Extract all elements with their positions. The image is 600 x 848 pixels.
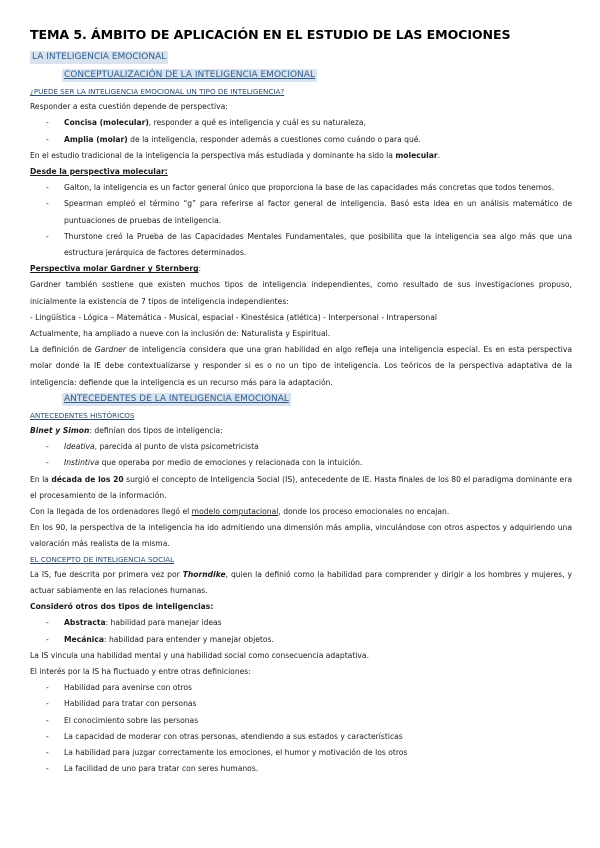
list-item: - La facilidad de uno para tratar con seres humanos. (46, 764, 259, 774)
list-text: Galton, la inteligencia es un factor general único que proporciona la base de las capacidades más concretas que todos tenemos. (64, 183, 555, 193)
paragraph (30, 148, 572, 164)
list-item: - La capacidad de moderar con otras personas, atendiendo a sus estados y características (46, 731, 403, 741)
text: La IS, fue descrita por primera vez por (30, 569, 183, 579)
list-text: La habilidad para juzgar correctamente los emociones, el humor y motivación de los otros (64, 747, 408, 757)
list-text: Habilidad para tratar con personas (64, 699, 197, 709)
italic-text: Gardner (94, 345, 126, 355)
paragraph: El interés por la IS ha fluctuado y entre otras definiciones: (30, 666, 251, 676)
text: La definición de (30, 345, 95, 355)
heading-text: Perspectiva molar Gardner y Sternberg (30, 264, 199, 274)
list-item: - Instintiva que operaba por medio de emociones y relacionada con la intuición. (46, 458, 363, 468)
paragraph (30, 599, 572, 615)
list-text: , parecida al punto de vista psicometricista (94, 442, 259, 452)
types-list (30, 615, 572, 647)
bold-text: Consideró otros dos tipos de inteligencias: (30, 602, 214, 612)
list-text: Habilidad para avenirse con otros (64, 683, 193, 693)
list-item: - La habilidad para juzgar correctamente los emociones, el humor y motivación de los otros (46, 747, 408, 757)
term-bold: Abstracta (64, 618, 106, 628)
concept-heading: EL CONCEPTO DE INTELIGENCIA SOCIAL (30, 554, 175, 564)
list-item: - Ideativa, parecida al punto de vista psicometricista (46, 442, 259, 452)
term-bold: Mecánica (64, 634, 104, 644)
term-bold: molecular (395, 150, 438, 160)
subsection-heading-antecedentes: ANTECEDENTES DE LA INTELIGENCIA EMOCIONAL (64, 393, 289, 404)
text: de inteligencia considera que una gran habilidad en algo refleja una inteligencia especial. Es en esta perspectiva molar donde la IE debe contextualizarse y responder si es o no un tipo de inteligencia. Los teóricos de la perspectiva adaptativa de la inteligencia: defiende que la inteligencia es un recurso más para la adaptación. (30, 345, 573, 387)
subsection-heading-conceptualizacion: CONCEPTUALIZACIÓN DE LA INTELIGENCIA EMOCIONAL (64, 70, 315, 80)
underlined-text: modelo computacional (191, 507, 279, 517)
italic-text: Instintiva (64, 458, 100, 468)
list-item: - Thurstone creó la Prueba de las Capacidades Mentales Fundamentales, que posibilita que la inteligencia sea algo más que una estructura jerárquica de factores determinados. (46, 231, 572, 258)
list-item: - Habilidad para avenirse con otros (46, 683, 193, 693)
term-bold: Concisa (molecular) (64, 118, 149, 128)
paragraph: Actualmente, ha ampliado a nueve con la inclusión de: Naturalista y Espiritual. (30, 329, 331, 339)
text: : definían dos tipos de inteligencia: (89, 426, 223, 436)
text: , donde los proceso emocionales no encajan. (278, 507, 450, 517)
term-bold: Amplia (molar) (64, 134, 128, 144)
heading-text: Desde la perspectiva molecular: (30, 167, 168, 177)
paragraph (30, 342, 572, 391)
list-item: - Mecánica: habilidad para entender y manejar objetos. (46, 634, 274, 644)
list-text: Spearman empleó el término “g” para referirse al factor general de inteligencia. Basó esta idea en un análisis matemático de puntuaciones de pruebas de inteligencia. (64, 199, 572, 225)
question-heading: ¿PUEDE SER LA INTELIGENCIA EMOCIONAL UN TIPO DE INTELIGENCIA? (30, 87, 285, 97)
list-text: : habilidad para manejar ideas (105, 618, 222, 628)
text: En la (30, 474, 52, 484)
text: surgió el concepto de Inteligencia Social (IS), antecedente de IE. Hasta finales de los 80 el paradigma dominante era el procesamiento de la información. (30, 474, 572, 500)
paragraph: Responder a esta cuestión depende de perspectiva: (30, 102, 228, 112)
definitions-list (30, 680, 572, 777)
text: En el estudio tradicional de la inteligencia la perspectiva más estudiada y dominante ha sido la (30, 150, 396, 160)
paragraph: - Lingüística - Lógica – Matemática - Musical, espacial - Kinestésica (atlética) - Interpersonal - Intrapersonal (30, 312, 438, 322)
paragraph: En los 90, la perspectiva de la inteligencia ha ido admitiendo una dimensión más amplia, vinculándose con otros aspectos y adquiriendo una valoración más realista de la misma. (30, 523, 572, 549)
text: , quien la definió como la habilidad para comprender y dirigir a los hombres y mujeres, y actuar sabiamente en las relaciones humanas. (30, 569, 573, 595)
list-text: Thurstone creó la Prueba de las Capacidades Mentales Fundamentales, que posibilita que la inteligencia sea algo más que una estructura jerárquica de factores determinados. (64, 231, 572, 258)
molar-heading (30, 261, 572, 277)
list-text: La capacidad de moderar con otras personas, atendiendo a sus estados y características (64, 731, 403, 741)
binet-list (30, 439, 572, 471)
text: : (198, 264, 202, 274)
paragraph: Gardner también sostiene que existen muchos tipos de inteligencia independientes, como resultado de sus investigaciones propuso, inicialmente la existencia de 7 tipos de inteligencia independientes: (30, 280, 572, 306)
subsection-wrap (30, 391, 572, 407)
list-text: de la inteligencia, responder además a cuestiones como cuándo o para qué. (127, 134, 421, 144)
list-item: - Habilidad para tratar con personas (46, 699, 197, 709)
subsection-wrap (30, 67, 572, 83)
molecular-list (30, 180, 572, 261)
historical-heading: ANTECEDENTES HISTÓRICOS (30, 411, 135, 421)
list-item: - Concisa (molecular), responder a qué es inteligencia y cuál es su naturaleza, (46, 118, 366, 128)
list-text: La facilidad de uno para tratar con seres humanos. (64, 764, 259, 774)
list-item: - Spearman empleó el término “g” para referirse al factor general de inteligencia. Basó esta idea en un análisis matemático de puntuaciones de pruebas de inteligencia. (46, 199, 572, 225)
list-text: que operaba por medio de emociones y relacionada con la intuición. (99, 458, 363, 468)
term-bold: década de los 20 (51, 474, 124, 484)
text: . (437, 150, 441, 160)
list-item: - Galton, la inteligencia es un factor general único que proporciona la base de las capacidades más concretas que todos tenemos. (46, 183, 555, 193)
bold-italic-text: Thorndike (182, 569, 226, 579)
paragraph (30, 504, 572, 520)
perspective-list (30, 115, 572, 147)
paragraph (30, 567, 572, 599)
list-item: - Amplia (molar) de la inteligencia, responder además a cuestiones como cuándo o para qué. (46, 134, 421, 144)
list-item: - El conocimiento sobre las personas (46, 715, 199, 725)
list-text: , responder a qué es inteligencia y cuál es su naturaleza, (148, 118, 366, 128)
text: Con la llegada de los ordenadores llegó el (30, 507, 192, 517)
paragraph (30, 472, 572, 504)
molecular-heading (30, 164, 572, 180)
italic-text: Ideativa (64, 442, 95, 452)
document-title: TEMA 5. ÁMBITO DE APLICACIÓN EN EL ESTUDIO DE LAS EMOCIONES (30, 27, 511, 42)
list-item: - Abstracta: habilidad para manejar ideas (46, 618, 222, 628)
list-text: : habilidad para entender y manejar objetos. (103, 634, 274, 644)
paragraph (30, 423, 572, 439)
bold-italic-text: Binet y Simon (30, 426, 90, 436)
paragraph: La IS vincula una habilidad mental y una habilidad social como consecuencia adaptativa. (30, 650, 369, 660)
section-heading-inteligencia-emocional: LA INTELIGENCIA EMOCIONAL (32, 52, 167, 62)
list-text: El conocimiento sobre las personas (64, 715, 199, 725)
